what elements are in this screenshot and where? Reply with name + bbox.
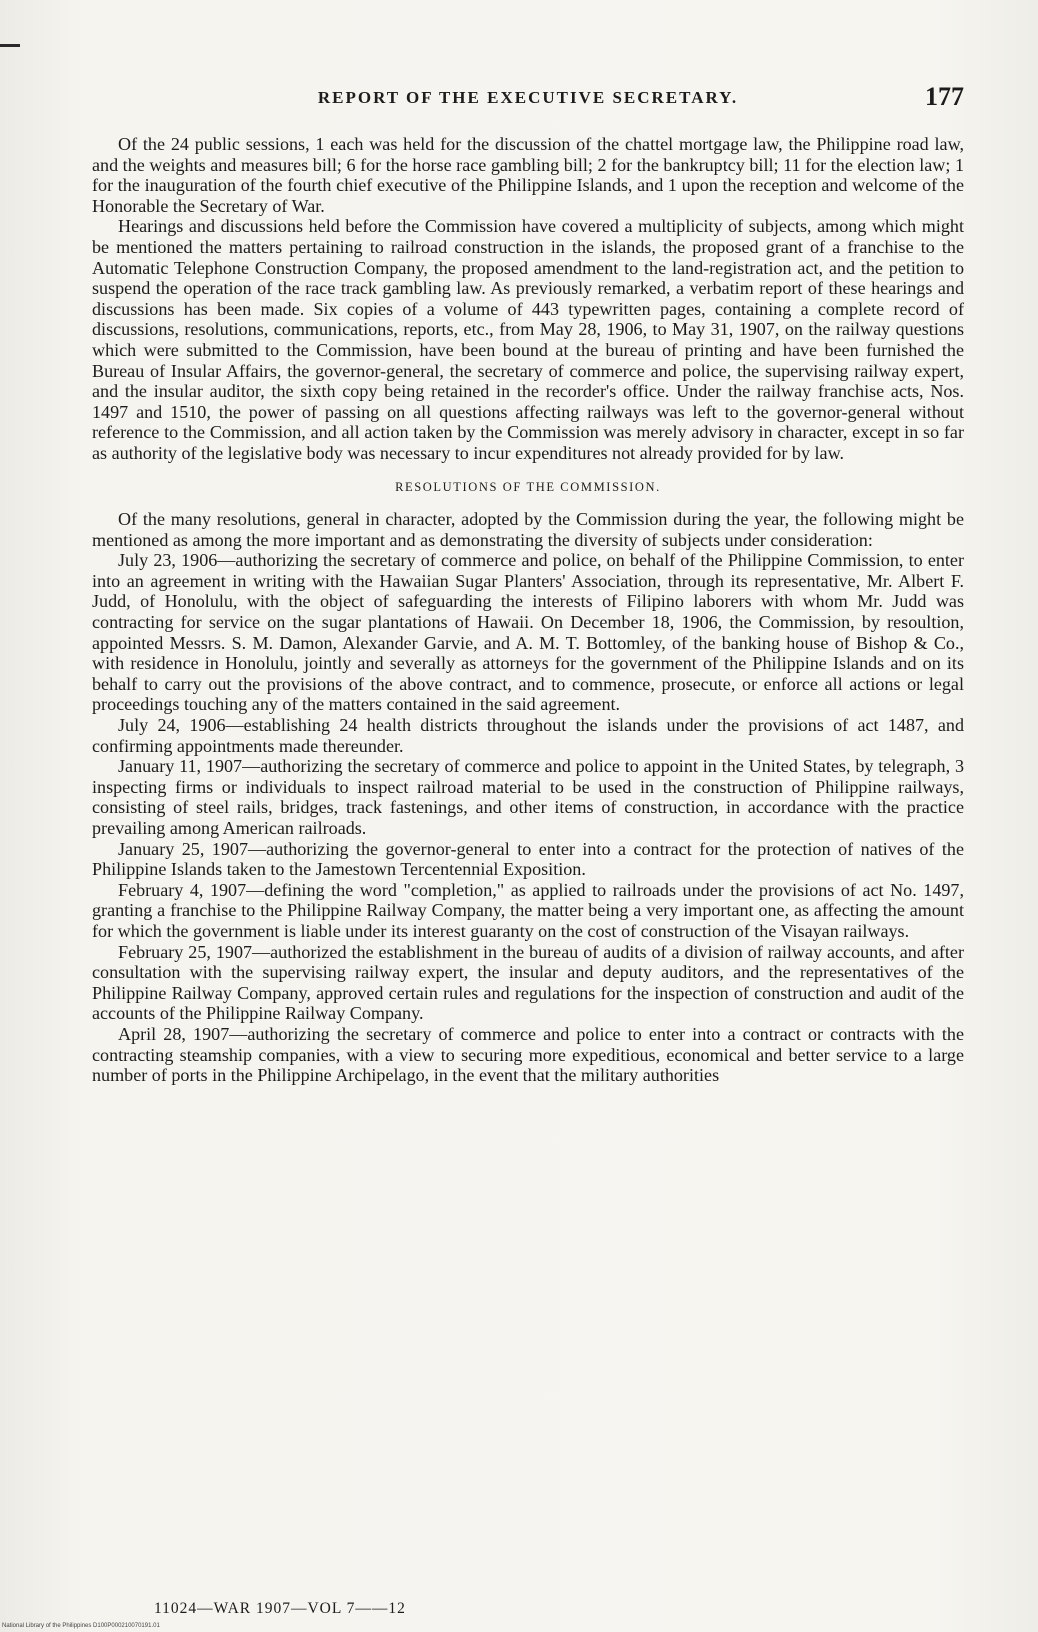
paragraph: April 28, 1907—authorizing the secretary of commerce and police to enter into a contract or contracts with the contracting steamship companies, with a view to securing more expeditious, economical and better service to a large number of ports in the Philippine Archipelago, in the event that the military authorities [92, 1023, 964, 1086]
page-number: 177 [925, 82, 964, 111]
paragraph: Of the 24 public sessions, 1 each was held for the discussion of the chattel mortgage law, the Philippine road law, and the weights and measures bill; 6 for the horse race gambling bill; 2 for the bankruptcy bill; 11 for the election law; 1 for the inauguration of the fourth chief executive of the Philippine Islands, and 1 upon the reception and welcome of the Honorable the Secretary of War. [92, 134, 964, 216]
paragraph: Of the many resolutions, general in character, adopted by the Commission during the year, the following might be mentioned as among the more important and as demonstrating the diversity of subjects under consideration: [92, 509, 964, 550]
paragraph: February 25, 1907—authorized the establishment in the bureau of audits of a division of railway accounts, and after consultation with the supervising railway expert, the insular and deputy auditors, and the representatives of the Philippine Railway Company, approved certain rules and regulations for the inspection of construction and audit of the accounts of the Philippine Railway Company. [92, 941, 964, 1024]
library-stamp: National Library of the Philippines D100P000210070191.01 [2, 1623, 160, 1629]
paragraph: February 4, 1907—defining the word "completion," as applied to railroads under the provisions of act No. 1497, granting a franchise to the Philippine Railway Company, the matter being a very important one, as affecting the amount for which the government is liable under its interest guaranty on the cost of construction of the Visayan railways. [92, 879, 964, 941]
paragraph: July 24, 1906—establishing 24 health districts throughout the islands under the provisions of act 1487, and confirming appointments made thereunder. [92, 715, 964, 756]
paragraph: July 23, 1906—authorizing the secretary of commerce and police, on behalf of the Philippine Commission, to enter into an agreement in writing with the Hawaiian Sugar Planters' Association, through its representative, Mr. Albert F. Judd, of Honolulu, with the object of safeguarding the interests of Filipino laborers with whom Mr. Judd was contracting for service on the sugar plantations of Hawaii. On December 18, 1906, the Commission, by resoultion, appointed Messrs. S. M. Damon, Alexander Garvie, and A. M. T. Bottomley, of the banking house of Bishop & Co., with residence in Honolulu, jointly and severally as attorneys for the government of the Philippine Islands and on its behalf to carry out the provisions of the above contract, and to commence, prosecute, or enforce all actions or legal proceedings touching any of the matters contained in the said agreement. [92, 550, 964, 715]
page-header [92, 82, 964, 116]
section-heading: RESOLUTIONS OF THE COMMISSION. [395, 479, 661, 494]
page-body [92, 134, 964, 1086]
paragraph: Hearings and discussions held before the Commission have covered a multiplicity of subjects, among which might be mentioned the matters pertaining to railroad construction in the islands, the proposed grant of a franchise to the Automatic Telephone Construction Company, the proposed amendment to the land-registration act, and the petition to suspend the operation of the race track gambling law. As previously remarked, a verbatim report of these hearings and discussions has been made. Six copies of a volume of 443 typewritten pages, containing a complete record of discussions, resolutions, communications, reports, etc., from May 28, 1906, to May 31, 1907, on the railway questions which were submitted to the Commission, have been bound at the bureau of printing and have been furnished the Bureau of Insular Affairs, the governor-general, the secretary of commerce and police, the supervising railway expert, and the insular auditor, the sixth copy being retained in the recorder's office. Under the railway franchise acts, Nos. 1497 and 1510, the power of passing on all questions affecting railways was left to the governor-general without reference to the Commission, and all action taken by the Commission was merely advisory in character, except in so far as authority of the legislative body was necessary to incur expenditures not already provided for by law. [92, 216, 964, 463]
paragraph: January 11, 1907—authorizing the secretary of commerce and police to appoint in the United States, by telegraph, 3 inspecting firms or individuals to inspect railroad material to be used in the construction of Philippine railways, consisting of steel rails, bridges, track fastenings, and other items of construction, in accordance with the practice prevailing among American railroads. [92, 756, 964, 838]
page-footer: 11024—WAR 1907—VOL 7——12 [154, 1600, 406, 1617]
running-head: REPORT OF THE EXECUTIVE SECRETARY. [317, 88, 739, 107]
paragraph: January 25, 1907—authorizing the governor-general to enter into a contract for the protection of natives of the Philippine Islands taken to the Jamestown Tercentennial Exposition. [92, 838, 964, 880]
margin-mark [0, 44, 20, 47]
